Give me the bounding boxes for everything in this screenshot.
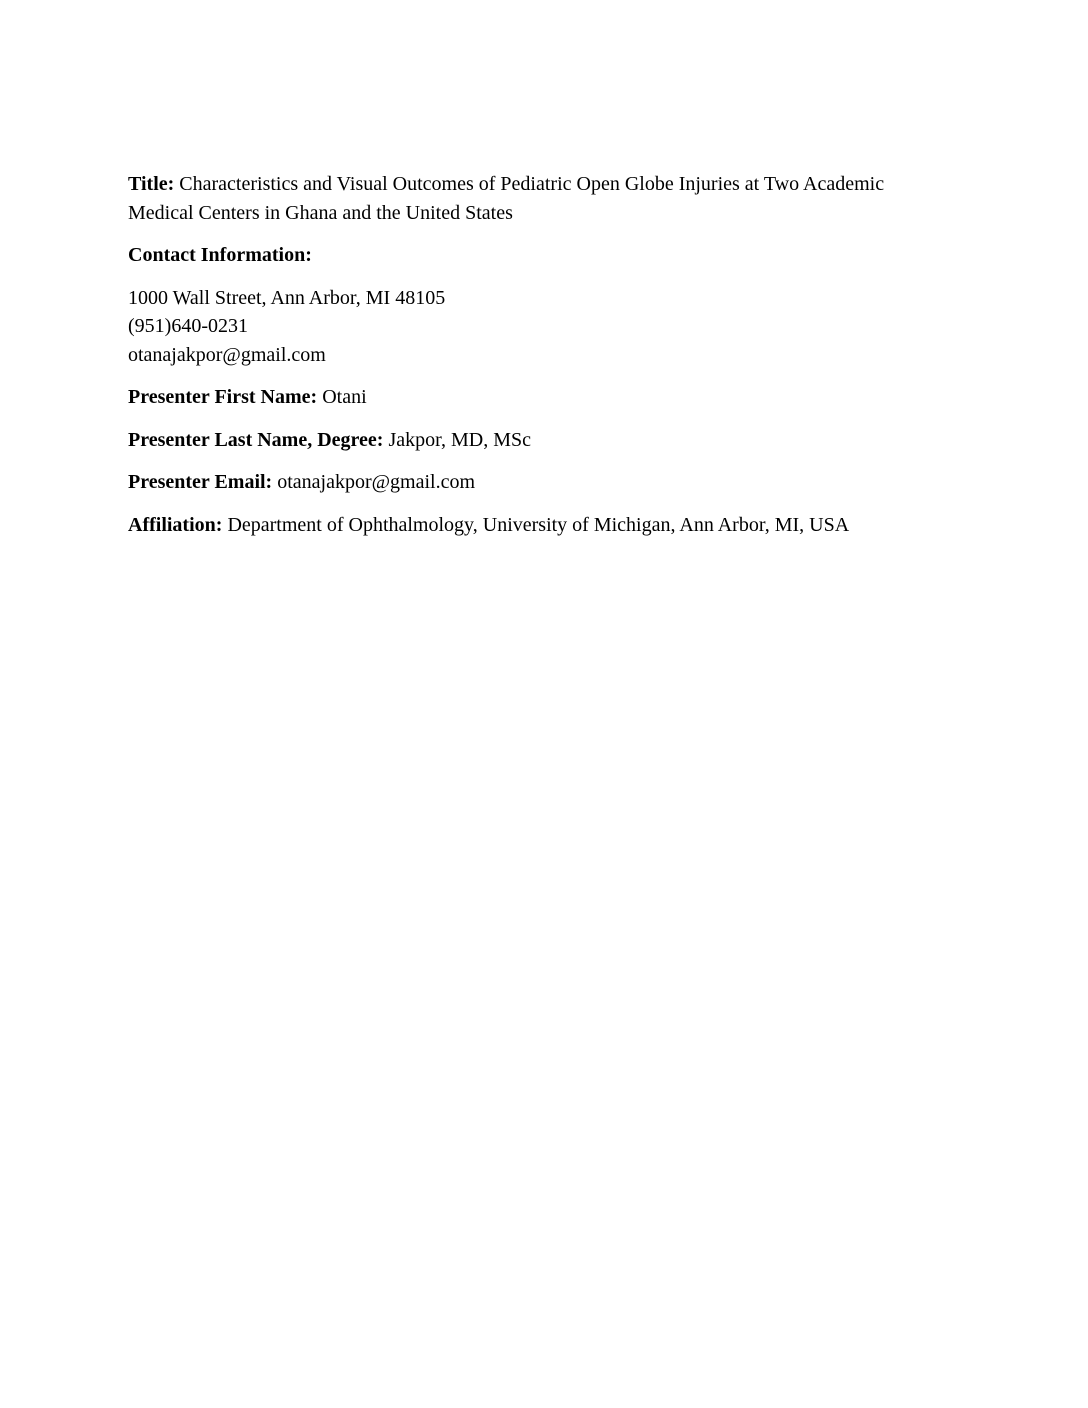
- contact-heading: [128, 241, 948, 270]
- title-field: [128, 170, 948, 227]
- contact-phone: (951)640-0231: [128, 315, 248, 337]
- affiliation-value: Department of Ophthalmology, University of Michigan, Ann Arbor, MI, USA: [227, 513, 850, 536]
- contact-email: otanajakpor@gmail.com: [128, 343, 326, 366]
- contact-address: 1000 Wall Street, Ann Arbor, MI 48105: [128, 286, 446, 309]
- presenter-email-field: [128, 468, 948, 497]
- presenter-last-name-value: Jakpor, MD, MSc: [388, 428, 531, 451]
- document-body: [128, 170, 948, 553]
- presenter-first-name-field: [128, 383, 948, 412]
- affiliation-label: Affiliation:: [128, 513, 223, 536]
- presenter-first-name-label: Presenter First Name:: [128, 386, 318, 408]
- presenter-first-name-value: Otani: [322, 386, 367, 408]
- presenter-last-name-label: Presenter Last Name, Degree:: [128, 428, 384, 451]
- contact-label: Contact Information:: [128, 244, 312, 266]
- affiliation-field: [128, 511, 948, 540]
- presenter-last-name-field: [128, 426, 948, 455]
- contact-block: [128, 284, 948, 370]
- presenter-email-label: Presenter Email:: [128, 471, 273, 493]
- title-label: Title:: [128, 173, 175, 195]
- title-value: Characteristics and Visual Outcomes of Pediatric Open Globe Injuries at Two Academic Medical Centers in Ghana and the United States: [128, 173, 885, 224]
- presenter-email-value: otanajakpor@gmail.com: [277, 471, 476, 493]
